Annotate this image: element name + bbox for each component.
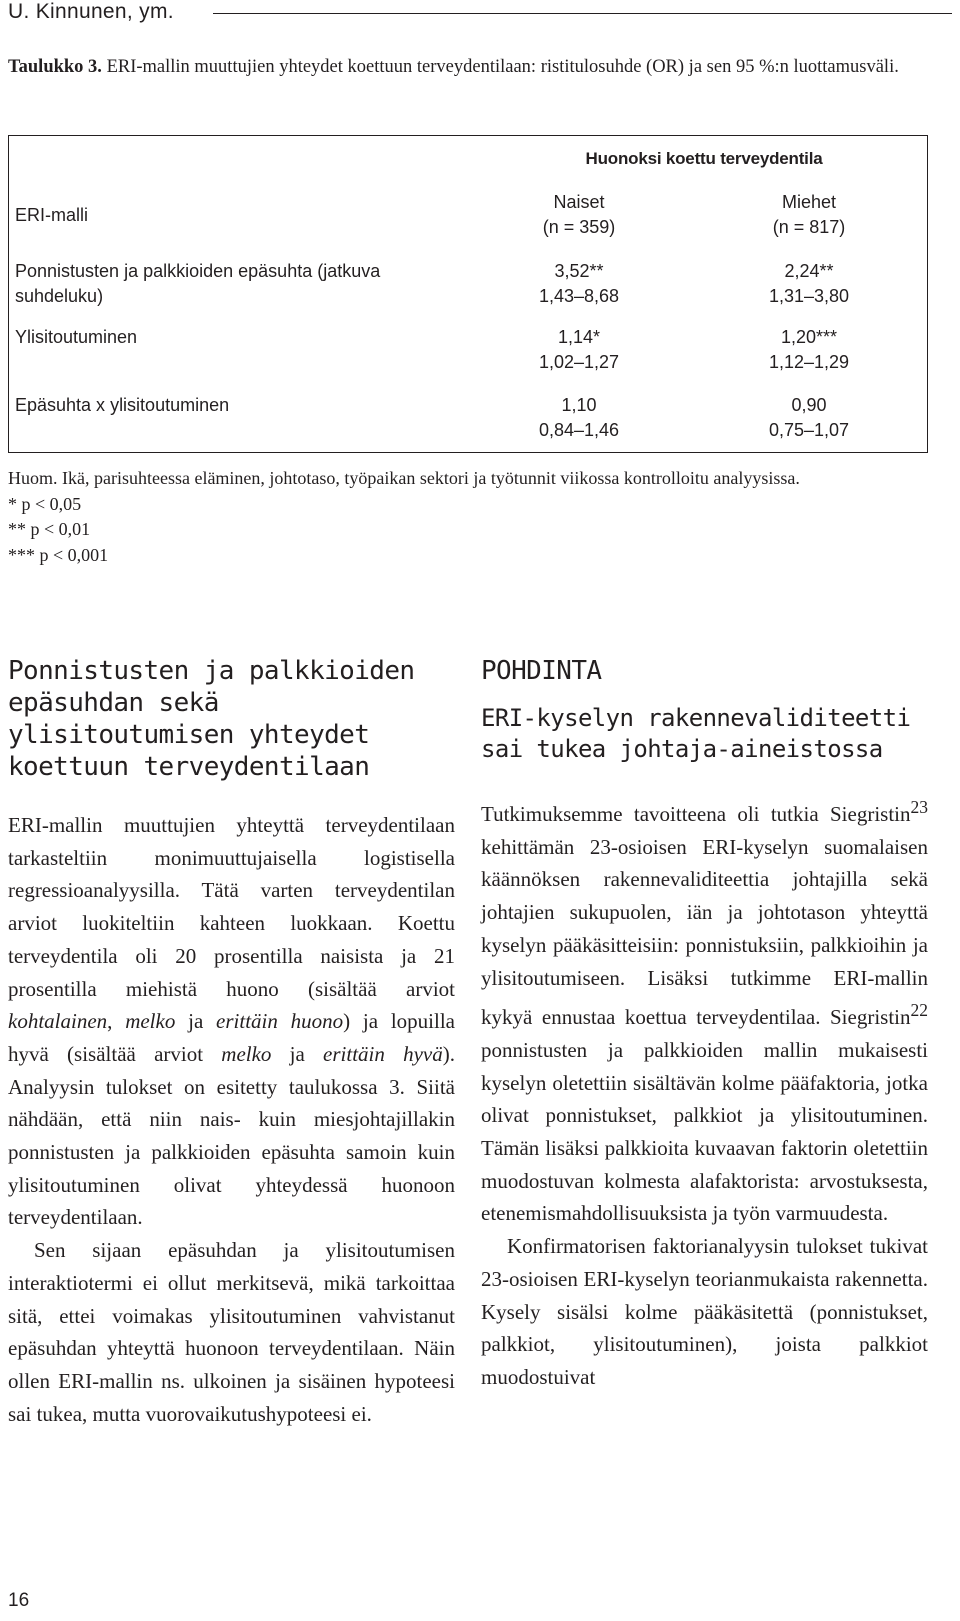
- table-row-label: [15, 393, 445, 418]
- table-cell-men: [699, 325, 919, 375]
- text-run: ERI-mallin muuttujien yhteyttä terveydentilaan tarkasteltiin monimuuttujaisella logistisella regressioanalyysilla. Tätä varten terveydentilan arviot luokiteltiin kahteen luokkaan. Koettu terveydentila oli 20 prosentilla naisista ja 21 prosentilla miehistä huono (sisältää arviot: [8, 813, 455, 1001]
- text-run: ja: [271, 1041, 324, 1066]
- text-run: ja: [175, 1009, 217, 1034]
- text-run: ponnistusten ja palkkioiden mallin mukaisesti kyselyn oletettiin sisältävän kolme pääfaktoria, jotka olivat ponnistukset, palkkiot ja ylisitoutuminen. Tämän lisäksi palkkioita kuvaavan faktorin oletettiin muodostuvan kolmesta alafaktorista: arvostuksesta, etenemismahdollisuuksista ja työn varmuudesta.: [481, 1037, 928, 1226]
- table-cell-ci: 1,43–8,68: [538, 286, 620, 306]
- text-run: kehittämän 23-osioisen ERI-kyselyn suomalaisen käännöksen rakennevaliditeettia johtajilla sekä johtajien sukupuolen, iän ja johtotason yhteyttä kyselyn pääkäsitteisiin: ponnistuksiin, palkkioihin ja ylisitoutumiseen. Lisäksi tutkimme ERI-mallin kykyä ennustaa koettua terveydentilaa. Siegristin: [481, 834, 928, 1030]
- table-cell-or: 2,24**: [784, 261, 834, 281]
- reference-number: 23: [910, 797, 928, 817]
- table-caption-label: Taulukko 3.: [8, 57, 102, 77]
- table-row-label: [15, 259, 445, 309]
- table-cell-men: [699, 393, 919, 443]
- table-col-men-label: Miehet: [781, 192, 837, 212]
- table-cell-ci: 0,84–1,46: [538, 420, 620, 440]
- eri-table: [8, 135, 928, 453]
- section-heading: Ponnistusten ja palkkioiden epäsuhdan sekä ylisitoutumisen yhteydet koettuun terveydentilaan: [8, 656, 415, 782]
- reference-number: 22: [910, 1000, 928, 1021]
- paragraph: Konfirmatorisen faktorianalyysin tulokset tukivat 23-osioisen ERI-kyselyn teorianmukaista rakennetta. Kysely sisälsi kolme pääkäsitettä (ponnistukset, palkkiot, ylisitoutuminen), joista palkkiot muodostuivat: [481, 1234, 928, 1389]
- table-row-label-line: Ylisitoutuminen: [15, 327, 138, 347]
- table-cell-women: [479, 259, 679, 309]
- table-group-header: Huonoksi koettu terveydentila: [585, 149, 823, 168]
- left-column: [8, 655, 455, 1430]
- table-cell-ci: 1,12–1,29: [768, 352, 850, 372]
- table-cell-ci: 1,02–1,27: [538, 352, 620, 372]
- table-cell-women: [479, 393, 679, 443]
- table-col-women: [479, 190, 679, 240]
- table-cell-or: 1,10: [561, 395, 597, 415]
- table-cell-ci: 1,31–3,80: [768, 286, 850, 306]
- table-col-women-n: (n = 359): [542, 217, 616, 237]
- subsection-heading: ERI-kyselyn rakennevaliditeetti sai tukea johtaja-aineistossa: [481, 704, 911, 763]
- section-heading: POHDINTA: [481, 656, 602, 686]
- table-cell-ci: 0,75–1,07: [768, 420, 850, 440]
- table-row-label-line: Epäsuhta x ylisitoutuminen: [15, 395, 230, 415]
- table-cell-or: 1,20***: [780, 327, 838, 347]
- table-row-label-line: Ponnistusten ja palkkioiden epäsuhta (jatkuva: [15, 261, 381, 281]
- table-col-women-label: Naiset: [553, 192, 605, 212]
- table-caption-text: ERI-mallin muuttujien yhteydet koettuun terveydentilaan: ristitulosuhde (OR) ja sen 95 %:n luottamusväli.: [106, 57, 899, 77]
- italic-term: melko: [125, 1009, 176, 1034]
- table-cell-women: [479, 325, 679, 375]
- text-run: ). Analyysin tulokset on esitetty taulukossa 3. Siitä nähdään, että niin nais- kuin miesjohtajillakin ponnistusten ja palkkioiden epäsuhta samoin kuin ylisitoutuminen olivat yhteydessä huonoon terveydentilaan.: [8, 1041, 455, 1230]
- header-rule: [213, 13, 952, 14]
- paragraph: Sen sijaan epäsuhdan ja ylisitoutumisen interaktiotermi ei ollut merkitsevä, mikä tarkoittaa sitä, ettei voimakas ylisitoutuminen vahvistanut epäsuhdan yhteyttä huonoon terveydentilaan. Näin ollen ERI-mallin ns. ulkoinen ja sisäinen hypoteesi sai tukea, mutta vuorovaikutushypoteesi ei.: [8, 1238, 455, 1426]
- italic-term: erittäin huono: [216, 1009, 344, 1034]
- significance-note: ** p < 0,01: [8, 519, 91, 539]
- table-row-label: [15, 325, 445, 350]
- text-run: Tutkimuksemme tavoitteena oli tutkia Siegristin: [481, 802, 911, 826]
- italic-term: erittäin hyvä: [323, 1041, 443, 1066]
- italic-term: kohtalainen: [8, 1009, 108, 1034]
- table-cell-or: 3,52**: [554, 261, 604, 281]
- italic-term: melko: [221, 1041, 272, 1066]
- table-notes: [8, 466, 928, 568]
- running-header: [8, 0, 952, 30]
- text-run: ,: [107, 1009, 126, 1034]
- significance-note: * p < 0,05: [8, 493, 82, 514]
- table-note: Huom. Ikä, parisuhteessa eläminen, johtotaso, työpaikan sektori ja työtunnit viikossa kontrolloitu analyysissa.: [8, 468, 800, 488]
- text-run: ) ja lopuilla hyvä (sisältää arviot: [8, 1009, 456, 1066]
- table-row-label-line: suhdeluku): [15, 286, 104, 306]
- table-cell-or: 0,90: [791, 395, 827, 415]
- table-col-men-n: (n = 817): [772, 217, 846, 237]
- table-cell-or: 1,14*: [557, 327, 601, 347]
- table-caption: [8, 52, 944, 82]
- table-col-men: [699, 190, 919, 240]
- page-number: 16: [8, 1590, 30, 1611]
- table-row-header: ERI-malli: [15, 205, 89, 225]
- running-header-author: U. Kinnunen, ym.: [8, 0, 174, 23]
- paragraph: [8, 809, 455, 1234]
- right-column: [481, 655, 928, 1394]
- significance-note: *** p < 0,001: [8, 544, 109, 565]
- paragraph: [481, 791, 928, 1230]
- table-cell-men: [699, 259, 919, 309]
